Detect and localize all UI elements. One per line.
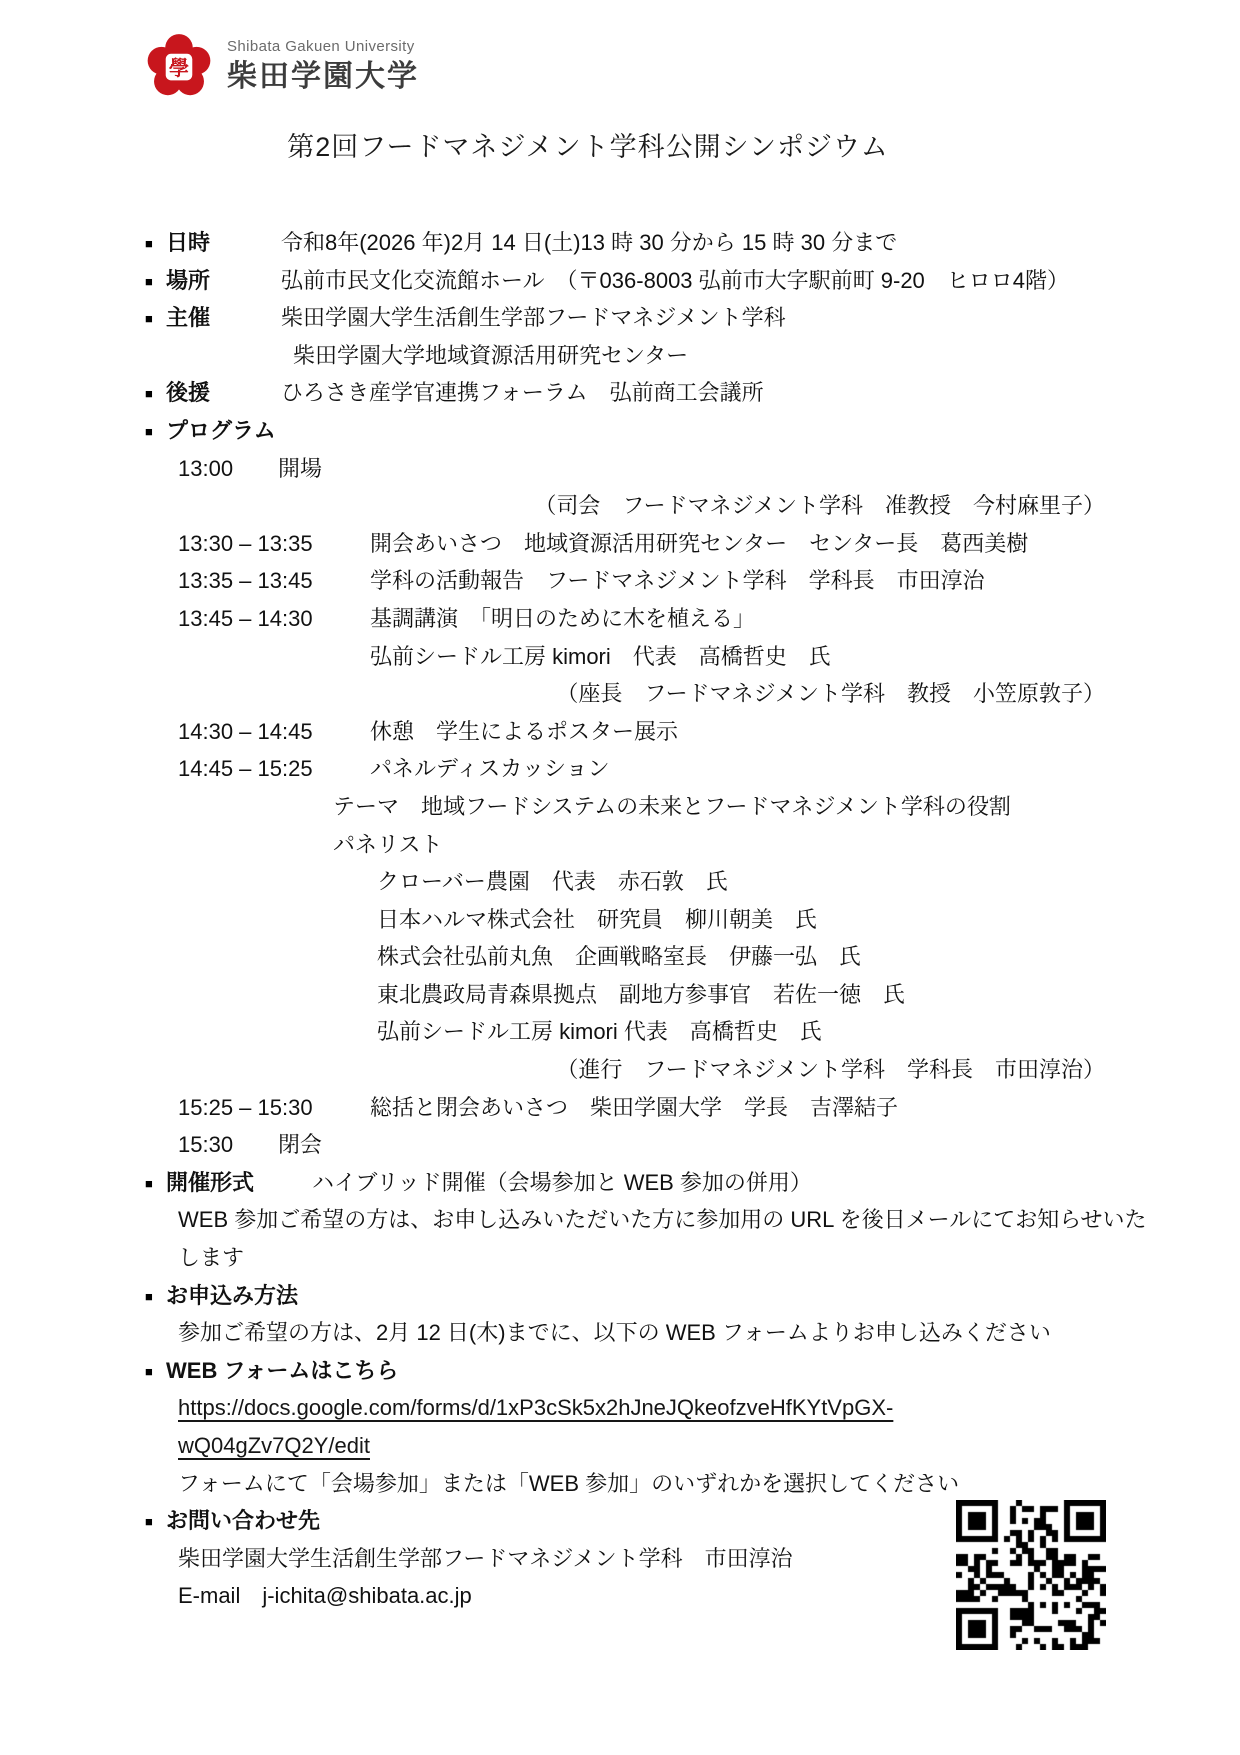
- webform-url-line-2: [145, 1427, 1105, 1465]
- program-row: [145, 562, 1105, 600]
- program-time: 14:45 – 15:25: [178, 756, 313, 782]
- webform-url-link[interactable]: wQ04gZv7Q2Y/edit: [178, 1433, 370, 1458]
- program-row: [145, 450, 1105, 488]
- panelist-item: 弘前シードル工房 kimori 代表 高橋哲史 氏: [377, 1019, 822, 1045]
- bullet-icon: ■: [145, 236, 153, 251]
- webform-url-link[interactable]: https://docs.google.com/forms/d/1xP3cSk5x2hJneJQkeofzveHfKYtVpGX-: [178, 1395, 894, 1421]
- program-time: 15:25 – 15:30: [178, 1094, 313, 1120]
- apply-heading: [145, 1277, 1105, 1315]
- program-row: [145, 1089, 1105, 1127]
- bullet-icon: ■: [145, 1288, 153, 1304]
- qr-code: [956, 1500, 1106, 1650]
- program-desc: パネルディスカッション: [370, 756, 610, 782]
- program-desc: 総括と閉会あいさつ 柴田学園大学 学長 吉澤結子: [370, 1094, 899, 1120]
- info-value-place: 弘前市民文化交流館ホール （〒036-8003 弘前市大字駅前町 9-20 ヒロロ4階）: [281, 267, 1070, 293]
- program-row: [145, 600, 1105, 638]
- logo-university-ja: 柴田学園大学: [227, 59, 419, 93]
- panelist-item: 株式会社弘前丸魚 企画戦略室長 伊藤一弘 氏: [377, 944, 862, 970]
- program-time: 13:35 – 13:45: [178, 568, 313, 594]
- program-time: 15:30: [178, 1132, 234, 1158]
- apply-label: お申込み方法: [166, 1282, 299, 1308]
- bullet-icon: ■: [145, 1363, 153, 1379]
- info-row-place: [145, 262, 1105, 300]
- contact-department-line: 柴田学園大学生活創生学部フードマネジメント学科 市田淳治: [178, 1545, 793, 1571]
- bullet-icon: ■: [145, 1514, 153, 1530]
- info-label-support: 後援: [166, 380, 211, 406]
- format-note-line: WEB 参加ご希望の方は、お申し込みいただいた方に参加用の URL を後日メールにてお知らせいた: [178, 1207, 1147, 1233]
- info-row-datetime: [145, 224, 1105, 262]
- keynote-speaker: 弘前シードル工房 kimori 代表 高橋哲史 氏: [370, 643, 831, 669]
- format-note-line: します: [178, 1245, 245, 1271]
- bullet-icon: ■: [145, 311, 153, 327]
- program-time: 13:45 – 14:30: [178, 605, 313, 631]
- program-row: [145, 713, 1105, 751]
- program-note-chair: （座長 フードマネジメント学科 教授 小笠原敦子）: [556, 681, 1105, 707]
- program-time: 13:00: [178, 455, 234, 481]
- panelist-item: 日本ハルマ株式会社 研究員 柳川朝美 氏: [377, 906, 818, 932]
- webform-note-line: フォームにて「会場参加」または「WEB 参加」のいずれかを選択してください: [178, 1470, 960, 1496]
- bullet-icon: ■: [145, 386, 153, 402]
- webform-heading: [145, 1352, 1105, 1390]
- panelist-item: クローバー農園 代表 赤石敦 氏: [377, 869, 728, 895]
- apply-note-line: 参加ご希望の方は、2月 12 日(木)までに、以下の WEB フォームよりお申し込みください: [178, 1320, 1051, 1346]
- info-label-organizer: 主催: [166, 305, 211, 331]
- info-label-datetime: 日時: [166, 230, 211, 255]
- bullet-icon: ■: [145, 1175, 153, 1191]
- program-row: [145, 750, 1105, 788]
- bullet-icon: ■: [145, 423, 153, 439]
- webform-label: WEB フォームはこちら: [166, 1357, 399, 1383]
- program-desc: 学科の活動報告 フードマネジメント学科 学科長 市田淳治: [370, 568, 985, 594]
- program-time: 14:30 – 14:45: [178, 718, 313, 744]
- program-note-mc: （司会 フードマネジメント学科 准教授 今村麻里子）: [534, 493, 1105, 519]
- program-desc: 開会あいさつ 地域資源活用研究センター センター長 葛西美樹: [370, 530, 1029, 556]
- info-value-support: ひろさき産学官連携フォーラム 弘前商工会議所: [281, 380, 764, 406]
- bullet-icon: ■: [145, 273, 153, 289]
- program-time: 13:30 – 13:35: [178, 530, 313, 556]
- program-desc: 開場: [278, 455, 323, 481]
- program-desc: 休憩 学生によるポスター展示: [370, 718, 679, 744]
- university-logo: [145, 30, 1240, 102]
- panel-theme: テーマ 地域フードシステムの未来とフードマネジメント学科の役割: [333, 793, 1011, 819]
- panelist-heading: パネリスト: [333, 831, 443, 857]
- document-body: [0, 224, 1240, 1615]
- logo-text: [227, 38, 419, 95]
- program-row: [145, 1126, 1105, 1164]
- university-crest-icon: [145, 32, 213, 100]
- crest-glyph: 學: [168, 58, 190, 81]
- webform-url-line-1: [145, 1389, 1105, 1427]
- program-row: [145, 525, 1105, 563]
- info-label-place: 場所: [166, 267, 211, 293]
- logo-university-en: Shibata Gakuen University: [227, 37, 415, 55]
- info-row-organizer: [145, 299, 1105, 337]
- format-inline: ハイブリッド開催（会場参加と WEB 参加の併用）: [312, 1169, 812, 1195]
- program-desc: 閉会: [278, 1132, 323, 1158]
- program-note-moderator: （進行 フードマネジメント学科 学科長 市田淳治）: [556, 1057, 1105, 1083]
- panelist-item: 東北農政局青森県拠点 副地方参事官 若佐一徳 氏: [377, 981, 906, 1007]
- page-title: 第2回フードマネジメント学科公開シンポジウム: [287, 132, 889, 162]
- info-value-datetime: 令和8年(2026 年)2月 14 日(土)13 時 30 分から 15 時 30 分まで: [281, 230, 898, 255]
- contact-email-line: E-mail j-ichita@shibata.ac.jp: [178, 1583, 472, 1609]
- info-value-organizer-2: 柴田学園大学地域資源活用研究センター: [293, 342, 689, 368]
- info-row-support: [145, 374, 1105, 412]
- info-value-organizer: 柴田学園大学生活創生学部フードマネジメント学科: [281, 305, 786, 331]
- program-heading: [145, 412, 1105, 450]
- format-label: 開催形式: [166, 1169, 255, 1195]
- contact-label: お問い合わせ先: [166, 1508, 321, 1534]
- program-label: プログラム: [166, 417, 276, 443]
- format-heading: [145, 1164, 1105, 1202]
- program-desc: 基調講演 「明日のために木を植える」: [370, 605, 756, 631]
